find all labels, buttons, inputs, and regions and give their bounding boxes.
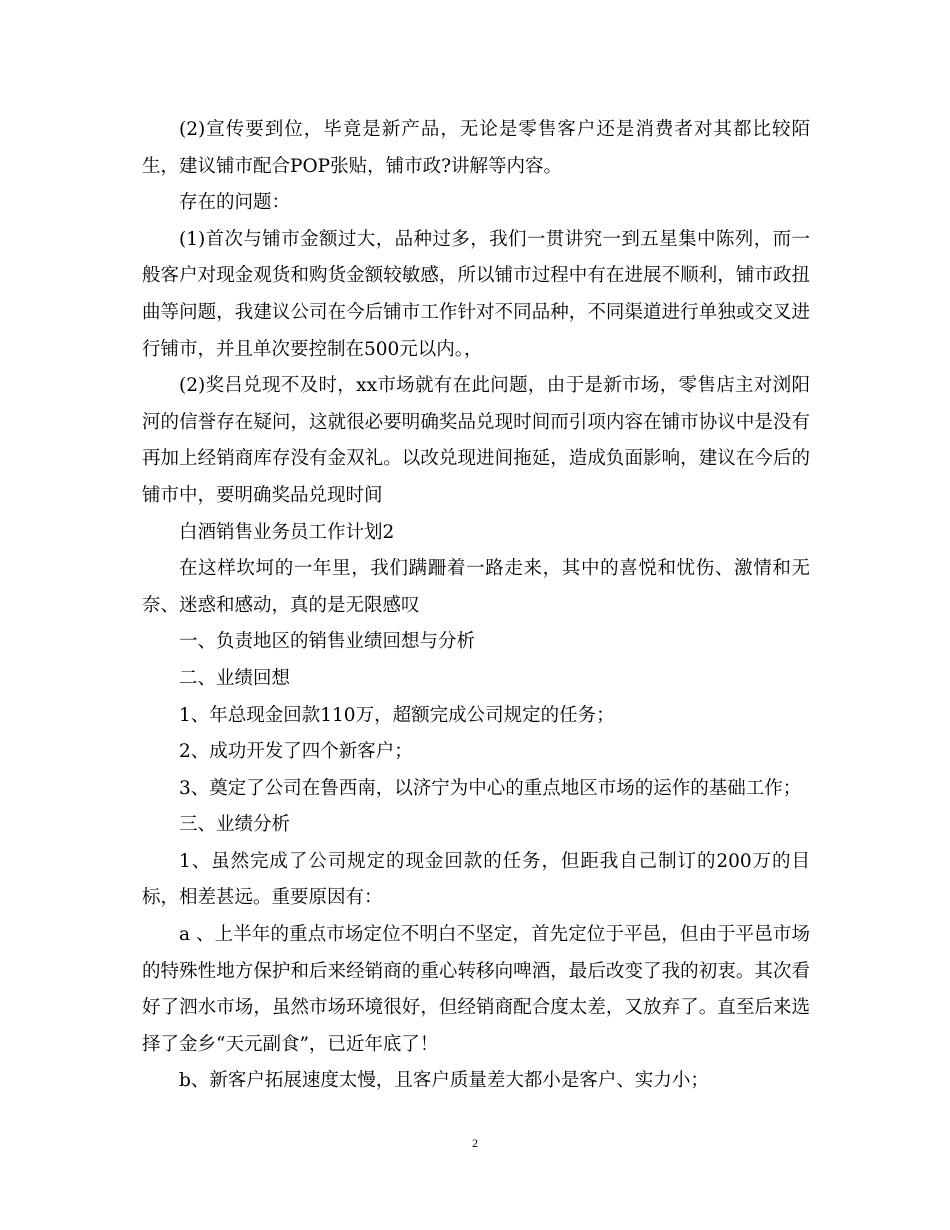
paragraph: 存在的问题： [179,192,291,214]
list-item: a 、上半年的重点市场定位不明白不坚定，首先定位于平邑，但由于平邑市场的特殊性地方保护和后来经销商的重心转移向啤酒，最后改变了我的初衷。其次看好了泗水市场，虽然市场环境很好，但经销商配合度太差，又放弃了。直至后来选择了金乡“天元副食”，已近年底了！ [142,924,810,1055]
paragraph: (1)首次与铺市金额过大，品种过多，我们一贯讲究一到五星集中陈列，而一般客户对现金观货和购货金额较敏感，所以铺市过程中有在进展不顺利，铺市政扭曲等问题，我建议公司在今后铺市工作针对不同品种，不同渠道进行单独或交叉进行铺市，并且单次要控制在500元以内。， [142,228,810,360]
paragraph: (2)奖吕兑现不及时，xx市场就有在此问题，由于是新市场，零售店主对浏阳河的信誉存在疑问，这就很必要明确奖品兑现时间而引项内容在铺市协议中是没有再加上经销商库存没有金双礼。以改兑现进间拖延，造成负面影响，建议在今后的铺市中，要明确奖品兑现时间 [142,375,810,506]
list-item: 2、成功开发了四个新客户； [179,741,413,763]
section-heading: 白酒销售业务员工作计划2 [179,521,395,543]
list-item: 3、奠定了公司在鲁西南，以济宁为中心的重点地区市场的运作的基础工作； [179,777,802,799]
section-heading: 一、负责地区的销售业绩回想与分析 [179,631,476,653]
list-item: 1、虽然完成了公司规定的现金回款的任务，但距我自己制订的200万的目标，相差甚远。重要原因有： [142,850,810,909]
document-body [142,112,810,1100]
paragraph: (2)宣传要到位，毕竟是新产品，无论是零售客户还是消费者对其都比较陌生，建议铺市配合POP张贴，铺市政?讲解等内容。 [142,119,810,177]
section-heading: 二、业绩回想 [179,667,291,689]
list-item: b、新客户拓展速度太慢，且客户质量差大都小是客户、实力小； [179,1070,709,1092]
section-heading: 三、业绩分析 [179,814,291,836]
list-item: 1、年总现金回款110万，超额完成公司规定的任务； [179,704,615,726]
paragraph: 在这样坎坷的一年里，我们蹒跚着一路走来，其中的喜悦和忧伤、激情和无奈、迷惑和感动，真的是无限感叹 [142,558,810,616]
page-number: 2 [472,1136,478,1150]
